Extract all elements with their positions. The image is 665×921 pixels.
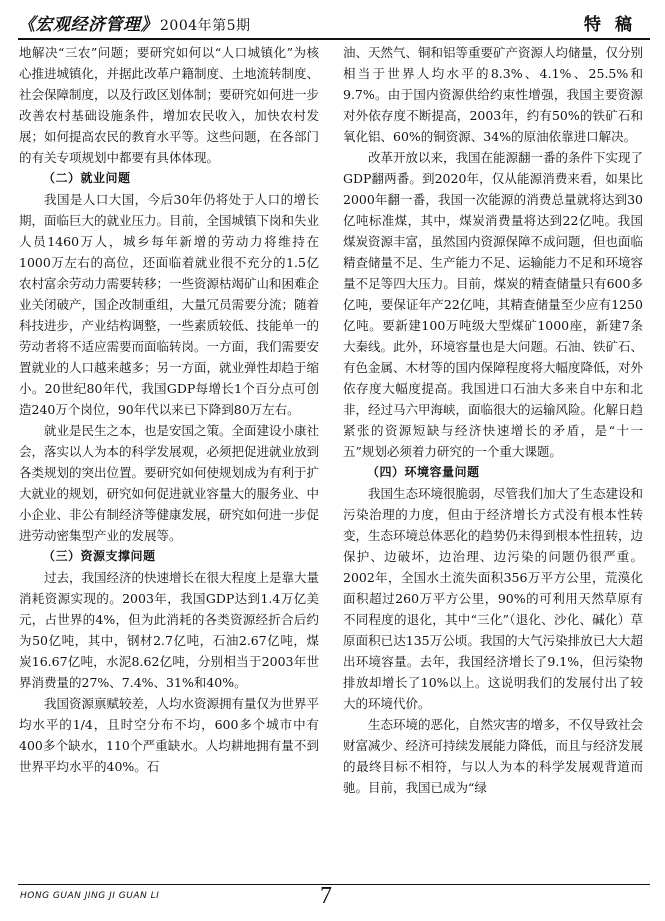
section-heading: （三）资源支撑问题 (43, 549, 156, 563)
left-column (19, 42, 319, 777)
paragraph: 生态环境的恶化，自然灾害的增多，不仅导致社会财富减少、经济可持续发展能力降低，而且与经济发展的最终目标不相符，与以人为本的科学发展观背道而驰。目前，我国已成为“绿 (343, 717, 644, 795)
section-heading: （二）就业问题 (43, 171, 131, 185)
section-label: 特稿 (584, 15, 646, 35)
right-column (343, 42, 643, 798)
paragraph: 油、天然气、铜和铝等重要矿产资源人均储量，仅分别相当于世界人均水平的8.3%、4.1%、25.5%和9.7%。由于国内资源供给约束性增强，我国主要资源对外依存度不断提高，2003年，约有50%的铁矿石和氧化铝、60%的铜资源、34%的原油依靠进口解决。 (343, 45, 644, 144)
paragraph: 地解决“三农”问题；要研究如何以“人口城镇化”为核心推进城镇化，并据此改革户籍制度、土地流转制度、社会保障制度，以及行政区划体制；要研究如何进一步改善农村基础设施条件，增加农民收入，加快农村发展；如何提高农民的教育水平等。这些问题，在各部门的有关专项规划中都要有具体体现。 (19, 45, 320, 165)
issue-number: 2004年第5期 (160, 18, 251, 34)
journal-issue (18, 10, 251, 35)
paragraph: 我国生态环境很脆弱，尽管我们加大了生态建设和污染治理的力度，但由于经济增长方式没有根本性转变，生态环境总体恶化的趋势仍未得到根本性扭转，边保护、边破坏，边治理、边污染的问题仍很严重。2002年，全国水土流失面积356万平方公里，荒漠化面积超过260万平方公里，90%的可利用天然草原有不同程度的退化，其中“三化”（退化、沙化、碱化）草原面积已达135万公顷。我国的大气污染排放已大大超出环境容量。去年，我国经济增长了9.1%，但污染物排放却增长了10%以上。这说明我们的发展付出了较大的环境代价。 (343, 486, 644, 711)
paragraph: 改革开放以来，我国在能源翻一番的条件下实现了GDP翻两番。到2020年，仅从能源消费来看，如果比2000年翻一番，我国一次能源的消费总量就将达到30亿吨标准煤，其中，煤炭消费量将达到22亿吨。我国煤炭资源丰富，虽然国内资源保障不成问题，但也面临精查储量不足、生产能力不足、运输能力不足和环境容量不足等四大压力。目前，煤炭的精查储量只有600多亿吨，要保证年产22亿吨，其精查储量至少应有1250亿吨。要新建100万吨级大型煤矿1000座，新建7条大秦线。此外，环境容量也是大问题。石油、铁矿石、有色金属、木材等的国内保障程度将大幅度降低，对外依存度大幅度提高。我国进口石油大多来自中东和北非，经过马六甲海峡，面临很大的运输风险。化解日趋紧张的资源短缺与经济快速增长的矛盾，是“十一五”规划必须着力研究的一个重大课题。 (343, 150, 644, 459)
paragraph: 就业是民生之本，也是安国之策。全面建设小康社会，落实以人为本的科学发展观，必须把促进就业放到各类规划的突出位置。要研究如何使规划成为有利于扩大就业的规划，研究如何促进就业容量大的服务业、中小企业、非公有制经济等健康发展，研究如何进一步促进劳动密集型产业的发展等。 (19, 423, 320, 543)
footer-pinyin: HONG GUAN JING JI GUAN LI (20, 891, 160, 901)
paragraph: 我国资源禀赋较差，人均水资源拥有量仅为世界平均水平的1/4，且时空分布不均，600多个城市中有400多个缺水，110个严重缺水。人均耕地拥有量不到世界平均水平的40%。石 (19, 696, 320, 774)
paragraph: 我国是人口大国，今后30年仍将处于人口的增长期，面临巨大的就业压力。目前，全国城镇下岗和失业人员1460万人，城乡每年新增的劳动力将维持在1000万左右的高位，还面临着就业很不充分的1.5亿农村富余劳动力需要转移；一些资源枯竭矿山和困难企业关闭破产，国企改制重组，大量冗员需要分流；随着科技进步，产业结构调整，一些素质较低、技能单一的劳动者将不适应需要而面临转岗。一方面，我们需要安置就业的人口越来越多；另一方面，就业弹性却趋于缩小。20世纪80年代，我国GDP每增长1个百分点可创造240万个岗位，90年代以来已下降到80万左右。 (19, 192, 320, 417)
section-heading: （四）环境容量问题 (367, 465, 480, 479)
journal-title: 《宏观经济管理》 (18, 15, 158, 35)
paragraph: 过去，我国经济的快速增长在很大程度上是靠大量消耗资源实现的。2003年，我国GDP达到1.4万亿美元，占世界的4%，但为此消耗的各类资源经折合后约为50亿吨，其中，钢材2.7亿吨，石油2.67亿吨，煤炭16.67亿吨，水泥8.62亿吨，分别相当于2003年世界消费量的27%、7.4%、31%和40%。 (19, 570, 320, 690)
page-header (18, 8, 650, 40)
page-footer (18, 884, 650, 915)
page-number: 7 (320, 883, 332, 909)
